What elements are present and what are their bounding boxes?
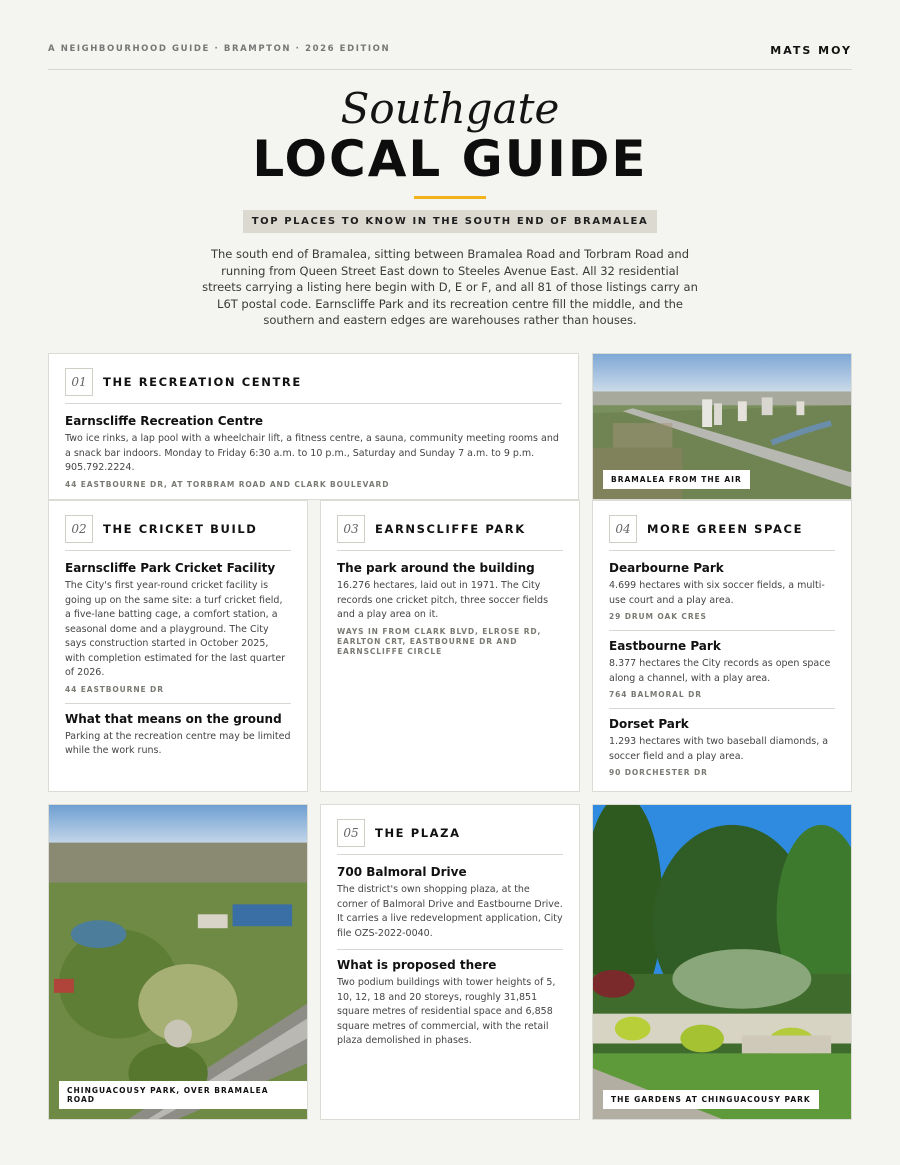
brand-name: MATS MOY <box>770 44 852 57</box>
section-recreation-centre <box>48 353 579 500</box>
page-title: LOCAL GUIDE <box>252 130 648 188</box>
photo-bramalea-aerial <box>592 353 852 500</box>
section-title: THE PLAZA <box>375 826 461 840</box>
entry-body: The district's own shopping plaza, at the corner of Balmoral Drive and Eastbourne Drive. It carries a live redevelopment application, City file OZS-2022-0040. <box>337 884 563 939</box>
section-header <box>337 819 563 847</box>
entry-address: 44 EASTBOURNE DR, AT TORBRAM ROAD AND CLARK BOULEVARD <box>65 479 390 489</box>
section-header <box>337 515 563 543</box>
entry-body: 16.276 hectares, laid out in 1971. The City records one cricket pitch, three soccer fields and a play area on it. <box>337 580 549 620</box>
photo-gardens <box>592 804 852 1120</box>
title-script: Southgate <box>340 84 560 133</box>
section-title: EARNSCLIFFE PARK <box>375 522 526 536</box>
entry-title: The park around the building <box>337 561 535 575</box>
entry-address: 764 BALMORAL DR <box>609 690 702 699</box>
section-title: THE CRICKET BUILD <box>103 522 258 536</box>
section-title: MORE GREEN SPACE <box>647 522 804 536</box>
entry-body: The City's first year-round cricket facility is going up on the same site: a turf cricket field, a five-lane batting cage, a comfort station, a seasonal dome and a playground. The City says construction started in October 2025, with completion estimated for the last quarter of 2026. <box>65 580 286 678</box>
divider <box>337 854 563 855</box>
section-the-plaza <box>320 804 580 1120</box>
entry-title: Dorset Park <box>609 717 689 731</box>
divider <box>65 403 562 404</box>
divider <box>337 949 563 950</box>
entry-address: WAYS IN FROM CLARK BLVD, ELROSE RD, EARLTON CRT, EASTBOURNE DR AND EARNSCLIFFE CIRCLE <box>337 626 542 656</box>
photo-chinguacousy-park <box>48 804 308 1120</box>
divider <box>609 630 835 631</box>
section-header <box>65 515 291 543</box>
entry-body: 8.377 hectares the City records as open space along a channel, with a play area. <box>609 658 831 684</box>
section-more-green-space <box>592 500 852 792</box>
section-number: 01 <box>65 368 93 396</box>
photo-caption: BRAMALEA FROM THE AIR <box>603 470 750 489</box>
entry-body: Two ice rinks, a lap pool with a wheelchair lift, a fitness centre, a sauna, community meeting rooms and a snack bar indoors. Monday to Friday 6:30 a.m. to 10 p.m., Saturday and Sunday 7 a.m. to 9 p.m. 905.792.2224. <box>65 433 559 473</box>
section-header <box>65 368 562 396</box>
divider <box>609 708 835 709</box>
section-cricket-build <box>48 500 308 792</box>
entry-body: 4.699 hectares with six soccer fields, a multi-use court and a play area. <box>609 580 825 606</box>
section-number: 03 <box>337 515 365 543</box>
entry-body: Two podium buildings with tower heights of 5, 10, 12, 18 and 20 storeys, roughly 31,851 square metres of residential space and 6,858 square metres of commercial, with the retail plaza demolished in phases. <box>337 977 556 1046</box>
entry-body: Parking at the recreation centre may be limited while the work runs. <box>65 730 291 756</box>
intro-paragraph: The south end of Bramalea, sitting between Bramalea Road and Torbram Road and running from Queen Street East down to Steeles Avenue East. All 32 residential streets carrying a listing here begin with D, E or F, and all 81 of those listings carry an L6T postal code. Earnscliffe Park and its recreation centre fill the middle, and the southern and eastern edges are warehouses rather than houses. <box>202 247 698 328</box>
entry-title: 700 Balmoral Drive <box>337 865 467 879</box>
entry-title: Eastbourne Park <box>609 639 721 653</box>
divider <box>65 550 291 551</box>
divider <box>609 550 835 551</box>
garden-image <box>593 805 851 1119</box>
entry-address: 29 DRUM OAK CRES <box>609 612 707 621</box>
section-header <box>609 515 835 543</box>
entry-title: Earnscliffe Park Cricket Facility <box>65 561 276 575</box>
top-bar <box>48 44 852 70</box>
park-aerial-image <box>49 805 307 1119</box>
title-accent-rule <box>414 196 486 199</box>
divider <box>337 550 563 551</box>
entry-body: 1.293 hectares with two baseball diamonds, a soccer field and a play area. <box>609 736 829 762</box>
section-number: 05 <box>337 819 365 847</box>
entry-title: Earnscliffe Recreation Centre <box>65 414 264 428</box>
section-number: 02 <box>65 515 93 543</box>
section-earnscliffe-park <box>320 500 580 792</box>
section-title: THE RECREATION CENTRE <box>103 375 302 389</box>
entry-address: 44 EASTBOURNE DR <box>65 684 164 694</box>
entry-title: What that means on the ground <box>65 711 282 726</box>
section-number: 04 <box>609 515 637 543</box>
entry-title: What is proposed there <box>337 958 497 972</box>
entry-title: Dearbourne Park <box>609 561 724 575</box>
entry-address: 90 DORCHESTER DR <box>609 768 708 777</box>
subtitle-band: TOP PLACES TO KNOW IN THE SOUTH END OF BRAMALEA <box>243 210 657 233</box>
photo-caption: CHINGUACOUSY PARK, OVER BRAMALEA ROAD <box>59 1081 307 1109</box>
edition-label: A NEIGHBOURHOOD GUIDE · BRAMPTON · 2026 EDITION <box>48 44 391 54</box>
photo-caption: THE GARDENS AT CHINGUACOUSY PARK <box>603 1090 819 1109</box>
divider <box>65 703 291 704</box>
